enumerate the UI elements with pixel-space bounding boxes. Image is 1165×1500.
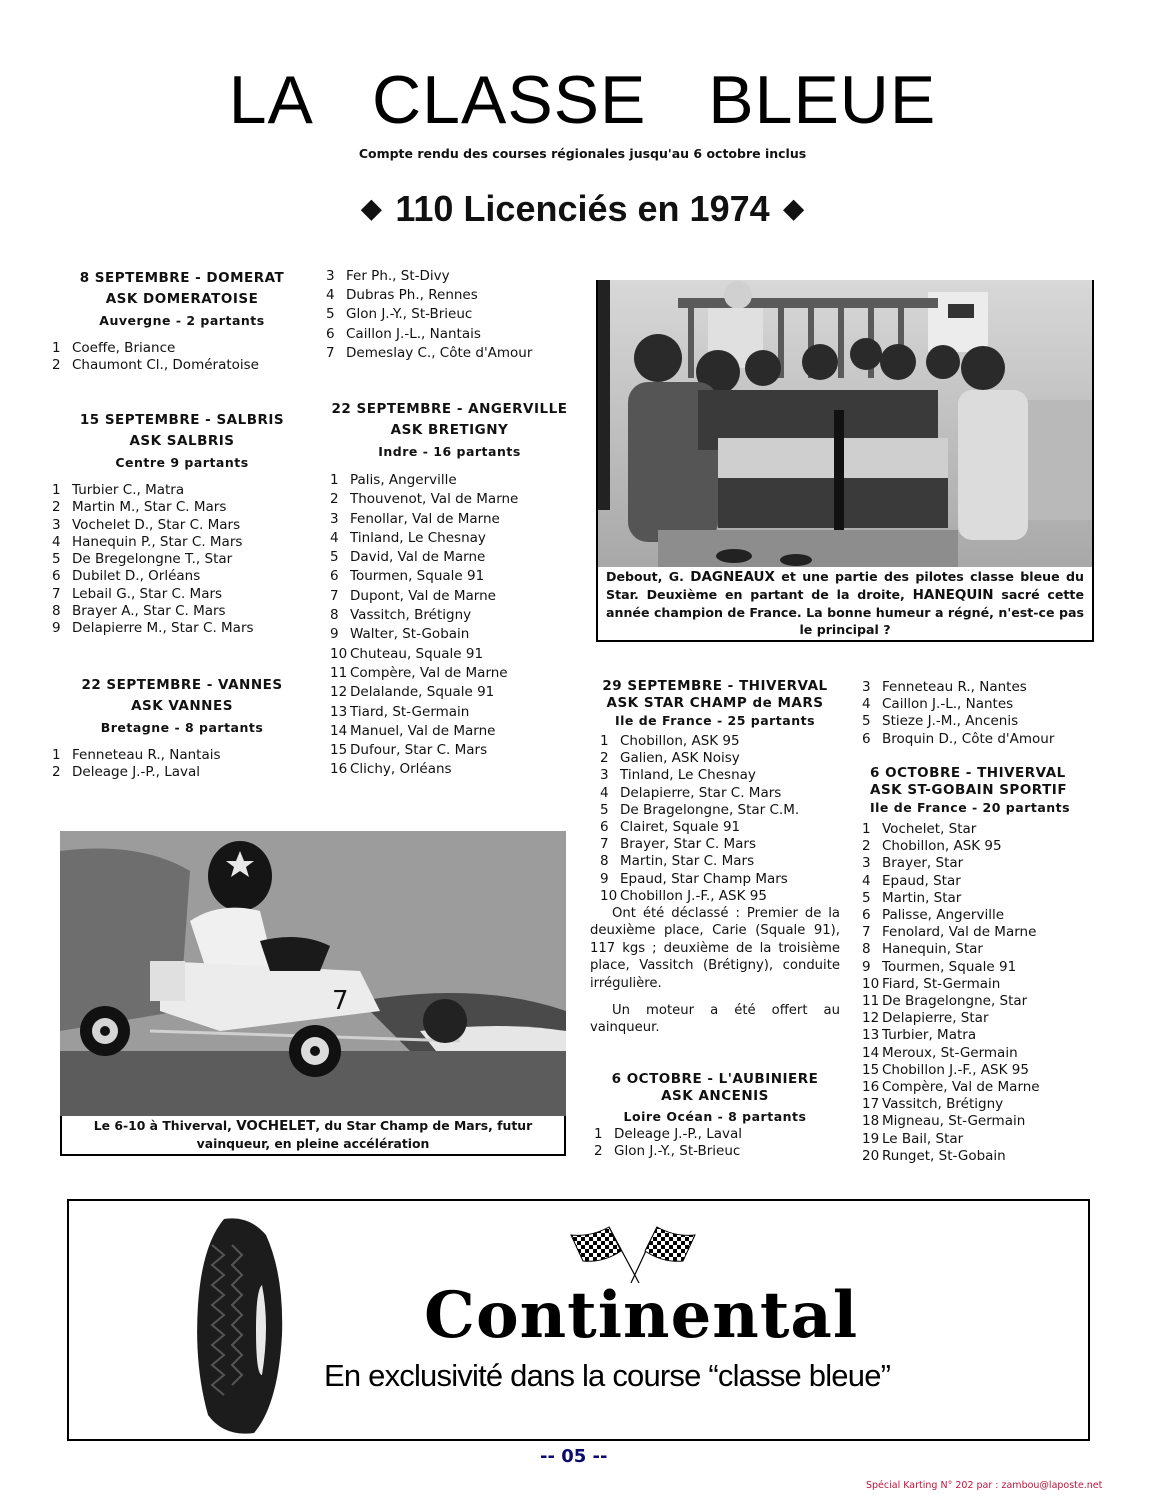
result-driver: Fenneteau R., Nantes [882, 679, 1027, 695]
race-results [326, 267, 576, 363]
race-results [590, 1126, 840, 1160]
result-driver: Martin, Star C. Mars [620, 853, 755, 870]
result-position: 1 [862, 821, 871, 837]
group-photo-block [596, 280, 1094, 642]
race-results [52, 747, 312, 782]
caption-name: VOCHELET [236, 1118, 316, 1134]
result-row [52, 620, 312, 637]
result-row [330, 645, 577, 664]
result-driver: Manuel, Val de Marne [350, 722, 496, 739]
result-position: 5 [862, 889, 871, 906]
result-driver: Vassitch, Brétigny [882, 1096, 1004, 1113]
result-row [330, 587, 577, 606]
continental-logo: Continental [424, 1278, 859, 1353]
result-position: 7 [600, 836, 609, 853]
result-row [600, 853, 840, 870]
race-club: ASK DOMERATOISE [105, 291, 259, 307]
race-club: ASK ANCENIS [661, 1088, 769, 1104]
result-driver: Martin M., Star C. Mars [72, 499, 227, 516]
result-row [862, 1096, 1102, 1113]
kart-photo-image [60, 831, 566, 1116]
race-header [52, 268, 312, 332]
result-driver: Tiard, St-Germain [350, 703, 470, 720]
result-row [330, 490, 577, 509]
result-position: 1 [600, 733, 609, 749]
result-position: 9 [330, 626, 339, 643]
advert-tagline: En exclusivité dans la course “classe bleue” [324, 1358, 891, 1393]
result-driver: Chobillon, ASK 95 [620, 733, 740, 749]
tyre-image [194, 1215, 284, 1437]
result-driver: Deleage J.-P., Laval [72, 764, 201, 781]
result-row [52, 357, 312, 374]
race-club: ASK VANNES [131, 698, 233, 714]
result-position: 2 [594, 1143, 603, 1160]
continental-advert [67, 1199, 1090, 1441]
result-position: 9 [600, 870, 609, 887]
caption-name: HANEQUIN [912, 587, 994, 603]
result-row [862, 959, 1102, 976]
race-title: 29 SEPTEMBRE - THIVERVAL [602, 678, 828, 694]
race-header [322, 399, 577, 463]
result-driver: De Bragelongne, Star [882, 993, 1028, 1010]
caption-name: DAGNEAUX [690, 569, 775, 585]
result-position: 15 [862, 1061, 880, 1078]
page-title: LA CLASSE BLEUE [228, 62, 937, 138]
race-header [52, 410, 312, 474]
race-title: 22 SEPTEMBRE - VANNES [81, 677, 283, 693]
race-region: Ile de France - 20 partants [870, 800, 1071, 815]
race-header [590, 1071, 840, 1129]
result-position: 6 [600, 819, 609, 836]
result-row [330, 664, 577, 683]
race-results [862, 679, 1102, 748]
result-driver: Runget, St-Gobain [882, 1147, 1006, 1164]
result-driver: Demeslay C., Côte d'Amour [346, 344, 533, 361]
result-driver: Brayer A., Star C. Mars [72, 603, 226, 620]
result-driver: Brayer, Star C. Mars [620, 836, 757, 853]
result-position: 5 [600, 801, 609, 818]
result-position: 6 [52, 568, 61, 585]
result-driver: Palis, Angerville [350, 472, 457, 488]
result-driver: Glon J.-Y., St-Brieuc [346, 306, 473, 323]
race-club: ASK ST-GOBAIN SPORTIF [870, 782, 1068, 798]
result-driver: Chobillon J.-F., ASK 95 [882, 1061, 1029, 1078]
result-position: 7 [862, 924, 871, 941]
result-position: 2 [330, 491, 339, 508]
result-row [862, 1113, 1102, 1130]
result-driver: Lebail G., Star C. Mars [72, 585, 223, 602]
result-position: 8 [52, 603, 61, 620]
result-position: 3 [330, 510, 339, 527]
result-row [52, 551, 312, 568]
result-position: 8 [600, 853, 609, 870]
result-row [326, 344, 576, 363]
race-header [52, 675, 312, 739]
result-position: 2 [52, 499, 61, 516]
result-position: 5 [326, 306, 335, 323]
result-position: 3 [862, 855, 871, 872]
result-driver: Fer Ph., St-Divy [346, 268, 450, 284]
result-row [862, 1027, 1102, 1044]
result-driver: Tourmen, Squale 91 [882, 958, 1017, 975]
result-driver: Meroux, St-Germain [882, 1044, 1018, 1061]
result-row [862, 907, 1102, 924]
result-row [862, 873, 1102, 890]
headline [0, 185, 1165, 232]
result-position: 13 [330, 703, 348, 720]
result-position: 17 [862, 1096, 880, 1113]
result-row [862, 976, 1102, 993]
race-title: 6 OCTOBRE - L'AUBINIERE [611, 1071, 819, 1087]
result-row [52, 764, 312, 781]
result-position: 1 [52, 482, 61, 498]
headline-text: 110 Licenciés en 1974 [395, 188, 770, 229]
race-thiverval-29 [590, 678, 840, 1037]
result-driver: Vassitch, Brétigny [350, 607, 472, 624]
result-driver: Dubras Ph., Rennes [346, 287, 478, 304]
result-row [330, 760, 577, 779]
result-position: 4 [326, 287, 335, 304]
race-region: Ile de France - 25 partants [614, 713, 816, 728]
result-row [600, 871, 840, 888]
result-row [600, 733, 840, 750]
result-row [862, 1148, 1102, 1165]
result-driver: Hanequin, Star [882, 941, 983, 958]
result-driver: Le Bail, Star [882, 1130, 964, 1147]
checkered-flags-icon [569, 1225, 699, 1285]
result-position: 20 [862, 1147, 880, 1164]
result-position: 18 [862, 1113, 880, 1130]
result-driver: Compère, Val de Marne [882, 1079, 1040, 1096]
result-driver: Dubilet D., Orléans [72, 568, 201, 585]
result-position: 3 [326, 268, 335, 284]
result-row [330, 741, 577, 760]
result-driver: Delapierre M., Star C. Mars [72, 620, 254, 637]
result-position: 6 [862, 730, 871, 747]
result-row [330, 567, 577, 586]
result-row [862, 993, 1102, 1010]
result-driver: Stieze J.-M., Ancenis [882, 713, 1019, 730]
kart-number: 7 [332, 986, 349, 1016]
result-row [330, 510, 577, 529]
bottle-shape [834, 410, 844, 540]
result-row [862, 1079, 1102, 1096]
result-position: 4 [862, 696, 871, 713]
result-row [862, 838, 1102, 855]
result-position: 4 [600, 784, 609, 801]
result-row [600, 888, 840, 905]
result-position: 12 [862, 1010, 880, 1027]
result-position: 15 [330, 742, 348, 759]
result-driver: Tinland, Le Chesnay [350, 529, 486, 546]
table-shape [718, 438, 948, 478]
result-driver: Epaud, Star [882, 872, 961, 889]
race-laubiniere [590, 1071, 840, 1160]
result-row [52, 603, 312, 620]
result-position: 10 [600, 887, 618, 904]
result-driver: Vochelet D., Star C. Mars [72, 516, 241, 533]
result-driver: Chuteau, Squale 91 [350, 645, 484, 662]
race-title: 15 SEPTEMBRE - SALBRIS [79, 412, 285, 428]
result-row [326, 286, 576, 305]
result-driver: Thouvenot, Val de Marne [350, 491, 519, 508]
result-position: 7 [326, 344, 335, 361]
result-driver: Brayer, Star [882, 855, 964, 872]
kart-photo [60, 831, 566, 1116]
result-driver: Tinland, Le Chesnay [620, 767, 756, 784]
result-position: 6 [862, 907, 871, 924]
result-driver: Delapierre, Star [882, 1010, 989, 1027]
race-region: Loire Océan - 8 partants [623, 1109, 807, 1124]
result-driver: Chobillon, ASK 95 [882, 838, 1002, 855]
result-position: 9 [52, 620, 61, 637]
race-club: ASK BRETIGNY [390, 422, 509, 438]
result-row [52, 517, 312, 534]
result-position: 14 [330, 722, 348, 739]
diamond-icon: ◆ [361, 193, 382, 223]
result-driver: Delalande, Squale 91 [350, 684, 495, 701]
result-row [600, 836, 840, 853]
result-driver: Walter, St-Gobain [350, 626, 470, 643]
result-driver: Chobillon J.-F., ASK 95 [620, 887, 767, 904]
result-row [862, 1045, 1102, 1062]
result-position: 2 [52, 357, 61, 374]
result-position: 6 [330, 568, 339, 585]
race-region: Bretagne - 8 partants [100, 720, 264, 735]
result-driver: Fenneteau R., Nantais [72, 747, 221, 763]
result-driver: De Bregelongne T., Star [72, 551, 233, 568]
result-row [52, 482, 312, 499]
result-row [52, 747, 312, 764]
race-thiverval-6 [862, 765, 1102, 1165]
result-row [330, 722, 577, 741]
result-position: 1 [52, 340, 61, 356]
result-driver: Fenollar, Val de Marne [350, 510, 500, 527]
result-driver: Vochelet, Star [882, 821, 977, 837]
result-row [52, 499, 312, 516]
result-driver: David, Val de Marne [350, 549, 486, 566]
result-driver: Galien, ASK Noisy [620, 750, 740, 767]
result-position: 1 [330, 472, 339, 488]
result-position: 2 [52, 764, 61, 781]
race-laubiniere-continued [862, 679, 1102, 748]
race-note: Ont été déclassé : Premier de la deuxième place, Carie (Squale 91), 117 kgs ; deuxième de la troisième place, Vassitch (Brétigny), conduite irrégulière. [590, 906, 840, 991]
result-row [862, 1010, 1102, 1027]
page-subtitle: Compte rendu des courses régionales jusqu'au 6 octobre inclus [358, 146, 807, 161]
result-driver: Clairet, Squale 91 [620, 819, 741, 836]
result-position: 11 [862, 993, 880, 1010]
race-results [862, 821, 1102, 1165]
result-driver: Deleage J.-P., Laval [614, 1126, 743, 1142]
kart-photo-block [60, 831, 566, 1156]
result-row [600, 785, 840, 802]
result-row [52, 568, 312, 585]
result-position: 12 [330, 684, 348, 701]
race-results [52, 340, 312, 375]
result-driver: Martin, Star [882, 889, 962, 906]
race-region: Auvergne - 2 partants [99, 313, 265, 328]
result-row [862, 821, 1102, 838]
result-driver: Caillon J.-L., Nantais [346, 325, 481, 342]
result-row [862, 713, 1102, 730]
result-row [600, 767, 840, 784]
group-photo-image [598, 280, 1092, 567]
result-driver: Clichy, Orléans [350, 761, 452, 778]
result-row [52, 340, 312, 357]
race-club: ASK STAR CHAMP de MARS [606, 695, 824, 711]
result-position: 11 [330, 664, 348, 681]
result-position: 6 [326, 325, 335, 342]
result-driver: Dufour, Star C. Mars [350, 742, 488, 759]
race-note: Un moteur a été offert au vainqueur. [590, 1003, 840, 1036]
result-position: 13 [862, 1027, 880, 1044]
diamond-icon: ◆ [783, 193, 804, 223]
result-position: 16 [862, 1079, 880, 1096]
result-row [600, 802, 840, 819]
result-row [862, 1131, 1102, 1148]
result-driver: Dupont, Val de Marne [350, 587, 496, 604]
result-row [330, 625, 577, 644]
result-position: 7 [52, 585, 61, 602]
result-position: 10 [330, 645, 348, 662]
result-row [600, 819, 840, 836]
result-driver: Tourmen, Squale 91 [350, 568, 485, 585]
result-row [594, 1143, 840, 1160]
race-vannes [52, 675, 312, 782]
race-results [590, 733, 840, 905]
race-title: 6 OCTOBRE - THIVERVAL [870, 765, 1066, 781]
result-row [326, 267, 576, 286]
result-row [862, 890, 1102, 907]
race-club: ASK SALBRIS [129, 433, 235, 449]
result-position: 1 [52, 747, 61, 763]
result-position: 5 [52, 551, 61, 568]
result-driver: Glon J.-Y., St-Brieuc [614, 1143, 741, 1160]
race-region: Indre - 16 partants [378, 444, 521, 459]
result-row [600, 750, 840, 767]
race-results [52, 482, 312, 638]
race-results [322, 471, 577, 780]
race-domerat [52, 268, 312, 375]
result-position: 3 [600, 767, 609, 784]
result-row [330, 548, 577, 567]
race-salbris [52, 410, 312, 638]
result-position: 3 [52, 516, 61, 533]
result-position: 4 [52, 533, 61, 550]
race-angerville [322, 399, 577, 780]
result-driver: De Bragelongne, Star C.M. [620, 801, 800, 818]
result-driver: Migneau, St-Germain [882, 1113, 1026, 1130]
result-position: 3 [862, 679, 871, 695]
result-position: 7 [330, 587, 339, 604]
result-row [862, 1062, 1102, 1079]
result-row [862, 696, 1102, 713]
race-header [590, 678, 840, 729]
result-row [326, 325, 576, 344]
result-position: 4 [862, 872, 871, 889]
result-driver: Hanequin P., Star C. Mars [72, 533, 243, 550]
result-driver: Turbier, Matra [882, 1027, 977, 1044]
result-position: 4 [330, 529, 339, 546]
result-row [862, 941, 1102, 958]
result-position: 2 [600, 750, 609, 767]
result-position: 10 [862, 975, 880, 992]
result-driver: Fenolard, Val de Marne [882, 924, 1037, 941]
result-driver: Palisse, Angerville [882, 907, 1005, 924]
result-row [330, 529, 577, 548]
result-position: 5 [330, 549, 339, 566]
result-position: 1 [594, 1126, 603, 1142]
result-position: 14 [862, 1044, 880, 1061]
result-position: 5 [862, 713, 871, 730]
result-row [862, 924, 1102, 941]
result-position: 16 [330, 761, 348, 778]
result-driver: Fiard, St-Germain [882, 975, 1001, 992]
result-position: 19 [862, 1130, 880, 1147]
race-region: Centre 9 partants [115, 455, 249, 470]
result-row [862, 679, 1102, 696]
kart-photo-caption: Le 6-10 à Thiverval, VOCHELET, du Star Champ de Mars, futur vainqueur, en pleine accélération [60, 1116, 566, 1156]
race-title: 22 SEPTEMBRE - ANGERVILLE [331, 401, 568, 417]
result-row [52, 534, 312, 551]
race-title: 8 SEPTEMBRE - DOMERAT [79, 270, 285, 286]
result-row [52, 586, 312, 603]
group-photo [596, 280, 1094, 567]
result-row [330, 703, 577, 722]
result-position: 2 [862, 838, 871, 855]
credit-line: Spécial Karting N° 202 par : zambou@laposte.net [866, 1480, 1103, 1491]
result-driver: Broquin D., Côte d'Amour [882, 730, 1055, 747]
result-row [330, 606, 577, 625]
result-row [862, 731, 1102, 748]
result-driver: Epaud, Star Champ Mars [620, 870, 788, 887]
result-row [862, 855, 1102, 872]
result-driver: Chaumont Cl., Domératoise [72, 357, 259, 374]
result-position: 9 [862, 958, 871, 975]
result-position: 8 [330, 607, 339, 624]
page-number: -- 05 -- [540, 1446, 608, 1467]
result-row [330, 683, 577, 702]
result-row [330, 471, 577, 490]
race-vannes-continued [326, 267, 576, 363]
race-header [870, 765, 1102, 816]
result-driver: Coeffe, Briance [72, 340, 176, 356]
result-driver: Turbier C., Matra [72, 482, 185, 498]
result-driver: Caillon J.-L., Nantes [882, 696, 1014, 713]
result-row [326, 305, 576, 324]
result-position: 8 [862, 941, 871, 958]
result-driver: Delapierre, Star C. Mars [620, 784, 782, 801]
group-photo-caption: Debout, G. DAGNEAUX et une partie des pilotes classe bleue du Star. Deuxième en partant de la droite, HANEQUIN sacré cette année champion de France. La bonne humeur a régné, n'est-ce pas le principal ? [596, 567, 1094, 642]
result-driver: Compère, Val de Marne [350, 664, 508, 681]
